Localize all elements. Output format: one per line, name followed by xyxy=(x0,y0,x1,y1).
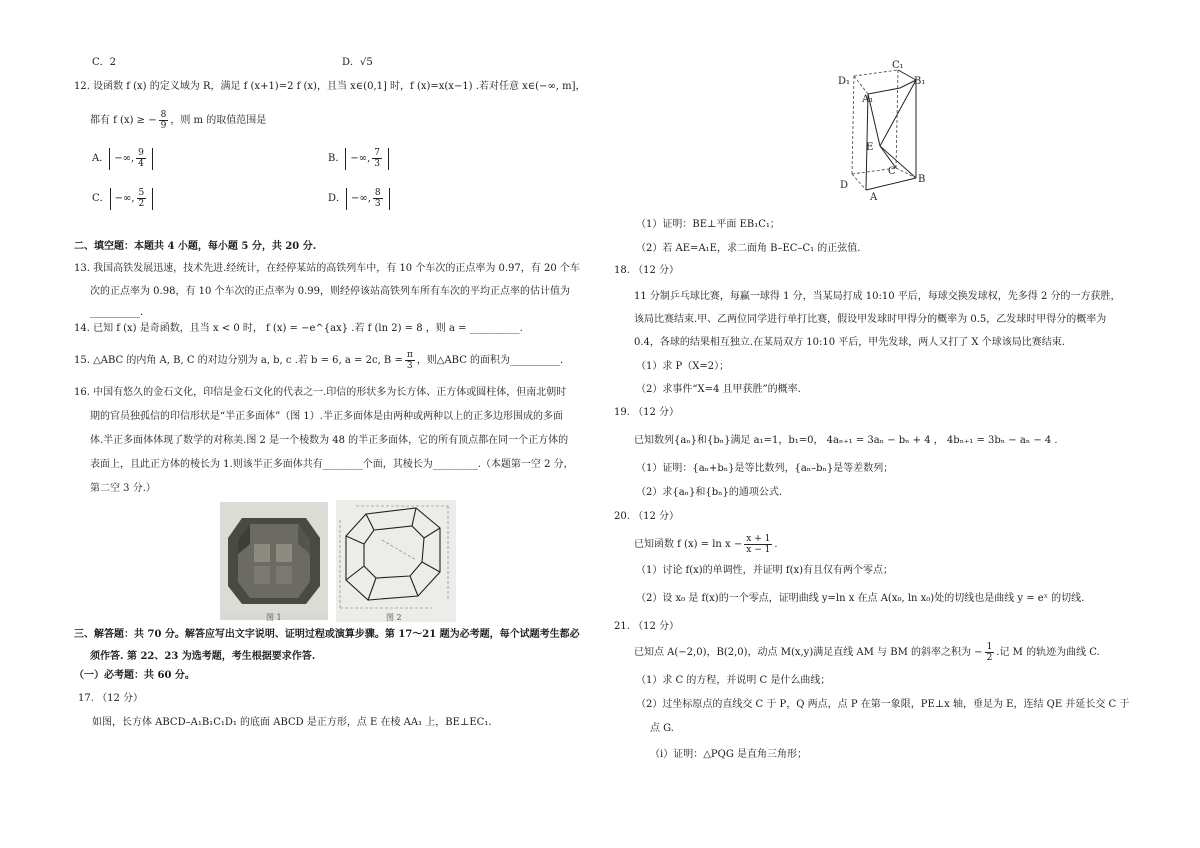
q12-option-d-interval xyxy=(346,188,390,210)
cube-label-e: E xyxy=(866,142,874,153)
q16-line1: 16. 中国有悠久的金石文化，印信是金石文化的代表之一.印信的形状多为长方体、正方体或圆柱体，但南北朝时 xyxy=(74,387,567,398)
q12-option-d-pre: −∞, xyxy=(351,193,371,204)
q18-line1: 11 分制乒乓球比赛，每赢一球得 1 分，当某局打成 10:10 平后，每球交换发球权，先多得 2 分的一方获胜， xyxy=(634,291,1121,302)
q21-part1: （1）求 C 的方程，并说明 C 是什么曲线； xyxy=(636,675,831,686)
cuboid-figure xyxy=(830,60,930,204)
seal-image xyxy=(220,502,328,612)
q21-fraction xyxy=(985,642,995,663)
q12-option-b-num: 7 xyxy=(374,148,380,158)
q12-option-c-pre: −∞, xyxy=(114,193,135,204)
polyhedron-drawing xyxy=(336,500,456,612)
q21-pre: 已知点 A(−2,0)，B(2,0)，动点 M(x,y)满足直线 AM 与 BM 的斜率之积为 − xyxy=(634,647,983,658)
q14: 14. 已知 f (x) 是奇函数，且当 x < 0 时， f (x) = −e^{ax} .若 f (ln 2) = 8 ，则 a = __________. xyxy=(74,323,523,334)
q12-option-d-frac xyxy=(373,188,383,209)
section-3-heading-line1: 三、解答题：共 70 分。解答应写出文字说明、证明过程或演算步骤。第 17～21 题为必考题，每个试题考生都必 xyxy=(74,629,580,640)
figure-2-caption: 图 2 xyxy=(386,613,402,622)
q11-option-d xyxy=(342,56,373,70)
q12-option-a-num: 9 xyxy=(138,148,144,158)
q16-line2: 期的官员独孤信的印信形状是“半正多面体”（图 1）.半正多面体是由两种或两种以上的正多边形围成的多面 xyxy=(90,411,563,422)
q19-part1: （1）证明：{aₙ+bₙ}是等比数列，{aₙ–bₙ}是等差数列； xyxy=(636,463,894,474)
q18-heading: 18. （12 分） xyxy=(614,265,679,276)
required-section-heading: （一）必考题：共 60 分。 xyxy=(74,670,195,681)
q15-frac-den: 3 xyxy=(406,361,413,371)
cube-label-d: D xyxy=(840,180,849,191)
q12-option-c-den: 2 xyxy=(138,199,145,209)
q12-option-b-pre: −∞, xyxy=(350,153,371,164)
q12-option-b-den: 3 xyxy=(374,159,380,169)
q15 xyxy=(74,348,563,374)
q12-frac-den: 9 xyxy=(160,121,167,131)
q20-pre: 已知函数 f (x) = ln x − xyxy=(634,539,743,550)
q12-option-a-label: A． xyxy=(92,153,110,164)
q17-part2: （2）若 AE=A₁E，求二面角 B–EC–C₁ 的正弦值. xyxy=(636,243,861,254)
q21-part2: （2）过坐标原点的直线交 C 于 P，Q 两点，点 P 在第一象限，PE⊥x 轴，垂足为 E，连结 QE 并延长交 C 于 xyxy=(636,699,1130,710)
q12-option-b-interval xyxy=(345,148,389,170)
q12-option-a-pre: −∞, xyxy=(114,153,135,164)
q15-frac-num: π xyxy=(406,350,413,360)
cube-label-c1: C₁ xyxy=(892,60,904,71)
q13-line3: __________. xyxy=(90,307,144,318)
section-3-heading-line2: 须作答. 第 22、23 为选考题，考生根据要求作答. xyxy=(90,651,316,662)
q12-line2-post: ，则 m 的取值范围是 xyxy=(170,115,267,126)
q12-frac-num: 8 xyxy=(160,110,167,120)
q12-option-c-label: C． xyxy=(92,193,110,204)
q21-heading: 21. （12 分） xyxy=(614,621,679,632)
figure-2-polyhedron xyxy=(336,500,456,622)
q18-line2: 该局比赛结束.甲、乙两位同学进行单打比赛，假设甲发球时甲得分的概率为 0.5，乙发球时甲得分的概率为 xyxy=(634,314,1107,325)
q16-line3: 体.半正多面体体现了数学的对称美.图 2 是一个棱数为 48 的半正多面体，它的所有顶点都在同一个正方体的 xyxy=(90,435,569,446)
q12-option-d-den: 3 xyxy=(374,199,381,209)
q20-post: . xyxy=(774,539,778,550)
q21-frac-den: 2 xyxy=(986,653,993,663)
q20-function xyxy=(634,532,778,558)
q20-heading: 20. （12 分） xyxy=(614,511,679,522)
q18-part2: （2）求事件“X=4 且甲获胜”的概率. xyxy=(636,384,801,395)
q12-option-c xyxy=(92,188,153,210)
q19-part2: （2）求{aₙ}和{bₙ}的通项公式. xyxy=(636,487,783,498)
q17-part1: （1）证明：BE⊥平面 EB₁C₁； xyxy=(636,219,780,230)
q11-option-d-label: D． xyxy=(342,57,361,68)
figure-1-caption: 图 1 xyxy=(266,613,282,622)
q12-option-a-frac xyxy=(136,148,146,169)
cube-label-c: C xyxy=(888,166,896,177)
q19-text: 已知数列{aₙ}和{bₙ}满足 a₁=1，b₁=0， 4aₙ₊₁ = 3aₙ − bₙ + 4 ， 4bₙ₊₁ = 3bₙ − aₙ − 4 . xyxy=(634,435,1058,446)
q11-option-c: C．2 xyxy=(92,57,117,68)
q21-part2-cont: 点 G. xyxy=(650,723,674,734)
q12-option-b-label: B． xyxy=(328,153,346,164)
q11-option-d-value: √5 xyxy=(360,57,373,68)
cube-label-a1: A₁ xyxy=(862,94,874,105)
section-2-heading: 二、填空题：本题共 4 小题，每小题 5 分，共 20 分. xyxy=(74,241,317,252)
q12-option-d xyxy=(328,188,390,210)
q21-text xyxy=(634,640,1100,666)
q12-option-c-num: 5 xyxy=(138,188,145,198)
q20-frac-num: x + 1 xyxy=(746,534,771,544)
q12-line2-pre: 都有 f (x) ≥ − xyxy=(90,115,157,126)
q12-option-c-frac xyxy=(137,188,147,209)
cube-label-b: B xyxy=(918,174,926,185)
q12-option-d-num: 8 xyxy=(374,188,381,198)
q13-line2: 次的正点率为 0.98，有 10 个车次的正点率为 0.99，则经停该站高铁列车所有车次的平均正点率的估计值为 xyxy=(90,286,570,297)
q12-fraction xyxy=(159,110,169,131)
q12-option-b xyxy=(328,148,389,170)
q20-part1: （1）讨论 f(x)的单调性，并证明 f(x)有且仅有两个零点； xyxy=(636,565,894,576)
q21-frac-num: 1 xyxy=(986,642,993,652)
q18-line3: 0.4，各球的结果相互独立.在某局双方 10:10 平后，甲先发球，两人又打了 X 个球该局比赛结束. xyxy=(634,337,1065,348)
q12-option-a xyxy=(92,148,153,170)
q16-line4: 表面上，且此正方体的棱长为 1.则该半正多面体共有________个面，其棱长为_________.（本题第一空 2 分， xyxy=(90,459,574,470)
q12-option-d-label: D． xyxy=(328,193,347,204)
q20-fraction xyxy=(744,534,772,555)
q13-line1: 13. 我国高铁发展迅速，技术先进.经统计，在经停某站的高铁列车中，有 10 个车次的正点率为 0.97，有 20 个车 xyxy=(74,263,580,274)
q20-frac-den: x − 1 xyxy=(746,545,771,555)
q17-text: 如图，长方体 ABCD–A₁B₁C₁D₁ 的底面 ABCD 是正方形，点 E 在棱 AA₁ 上，BE⊥EC₁. xyxy=(92,717,492,728)
q15-fraction xyxy=(405,350,415,371)
q12-option-a-interval xyxy=(109,148,153,170)
q16-line5: 第二空 3 分.） xyxy=(90,483,156,494)
q21-post: .记 M 的轨迹为曲线 C. xyxy=(996,647,1100,658)
q18-part1: （1）求 P（X=2）； xyxy=(636,361,730,372)
q12-line1: 12. 设函数 f (x) 的定义域为 R，满足 f (x+1)=2 f (x)，且当 x∈(0,1] 时，f (x)=x(x−1) .若对任意 x∈(−∞, m]， xyxy=(74,81,586,92)
q19-heading: 19. （12 分） xyxy=(614,407,679,418)
q15-post: ，则△ABC 的面积为__________. xyxy=(416,355,564,366)
q20-part2: （2）设 x₀ 是 f(x)的一个零点，证明曲线 y=ln x 在点 A(x₀, ln x₀)处的切线也是曲线 y = eˣ 的切线. xyxy=(636,593,1085,604)
q12-option-a-den: 4 xyxy=(138,159,144,169)
figure-1-seal-photo xyxy=(220,502,328,620)
q21-part2-i: （i）证明：△PQG 是直角三角形； xyxy=(650,749,807,760)
q12-option-b-frac xyxy=(372,148,382,169)
q15-pre: 15. △ABC 的内角 A, B, C 的对边分别为 a, b, c .若 b = 6, a = 2c, B = xyxy=(74,355,403,366)
cube-label-a: A xyxy=(870,192,878,203)
q17-heading: 17. （12 分） xyxy=(78,693,143,704)
cube-label-b1: B₁ xyxy=(914,76,926,87)
q12-line2 xyxy=(90,108,266,134)
q12-option-c-interval xyxy=(110,188,154,210)
cube-label-d1: D₁ xyxy=(838,76,851,87)
